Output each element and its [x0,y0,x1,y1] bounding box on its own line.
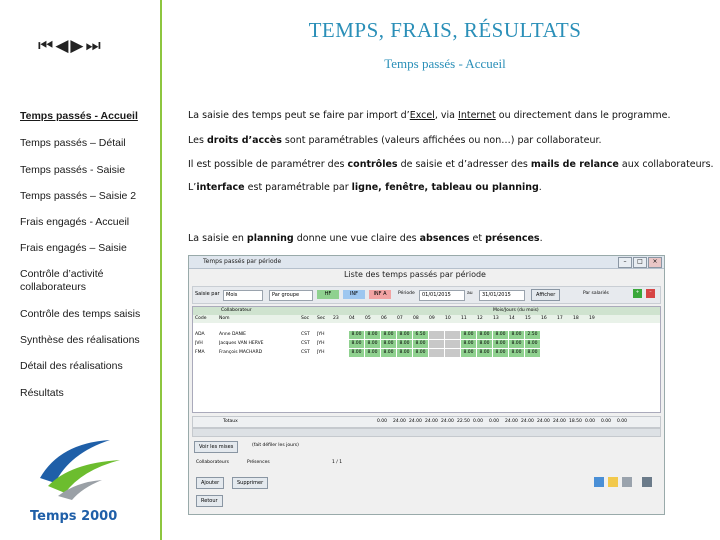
day-cell[interactable] [429,349,444,357]
collab-select[interactable]: Par groupe [269,290,313,301]
cell-nom: François MACHARD [219,350,263,355]
gear-icon[interactable] [622,477,632,487]
sidebar-item-synthese[interactable]: Synthèse des réalisations [20,334,140,346]
column-header: 15 [525,316,531,321]
delete-button[interactable]: Supprimer [232,477,268,489]
view-tab-note: (fait défiler les jours) [252,443,299,448]
day-cell[interactable]: 8.00 [397,340,412,348]
column-header: Nom [219,316,230,321]
total-cell: 0.00 [377,419,388,424]
day-cell[interactable]: 8.00 [509,340,524,348]
table-row[interactable] [193,331,660,339]
cell-nom: Anne DANIE [219,332,246,337]
from-label: Période [398,291,415,296]
totals-label: Totaux [223,419,238,424]
column-header: 18 [573,316,579,321]
day-cell[interactable] [333,331,348,339]
day-cell[interactable] [445,340,460,348]
day-cell[interactable]: 8.00 [413,340,428,348]
day-cell[interactable]: 8.00 [477,349,492,357]
sidebar-item-detail-realisations[interactable]: Détail des réalisations [20,360,123,372]
day-cell[interactable] [333,340,348,348]
total-cell: 18.50 [569,419,582,424]
cell-soc: CST [301,341,310,346]
view-tab[interactable]: Voir les mises [194,441,238,453]
day-cell[interactable]: 8.00 [349,331,364,339]
column-header: 06 [381,316,387,321]
app-window [188,255,665,515]
total-cell: 0.00 [617,419,628,424]
group-header-row [193,307,660,315]
day-cell[interactable]: 8.00 [525,349,540,357]
sidebar-item-temps-detail[interactable]: Temps passés – Détail [20,137,126,149]
column-header: Code [195,316,207,321]
sidebar-item-resultats[interactable]: Résultats [20,387,64,399]
next-icon[interactable]: ▶ [70,36,84,56]
column-header: 23 [333,316,339,321]
cell-soc: CST [301,332,310,337]
column-header-row [193,315,660,323]
sidebar-divider [160,0,162,540]
chip-inf[interactable]: INF [343,290,365,299]
column-header: 10 [445,316,451,321]
remove-icon[interactable]: – [646,289,655,298]
day-cell[interactable]: 8.00 [493,349,508,357]
day-cell[interactable]: 8.00 [509,331,524,339]
horizontal-scrollbar[interactable] [192,428,661,437]
cell-code: ADA [195,332,205,337]
day-cell[interactable]: 8.00 [381,349,396,357]
sidebar-item-temps-saisie[interactable]: Temps passés - Saisie [20,164,126,176]
app-window-title: Temps passés par période [203,258,282,265]
table-row[interactable] [193,340,660,348]
cell-code: FMA [195,350,205,355]
day-cell[interactable]: 8.00 [461,349,476,357]
total-cell: 0.00 [489,419,500,424]
filter-label: Saisie par [195,291,220,297]
add-icon[interactable]: + [633,289,642,298]
column-header: 09 [429,316,435,321]
day-cell[interactable] [333,349,348,357]
total-cell: 0.00 [585,419,596,424]
add-button[interactable]: Ajouter [196,477,224,489]
table-row[interactable] [193,349,660,357]
smiley-icon[interactable] [608,477,618,487]
sidebar-item-frais-saisie[interactable]: Frais engagés – Saisie [20,242,127,254]
right-filter-label: Par salariés [583,291,609,296]
collab-label: Collaborateurs [196,460,229,465]
day-cell[interactable] [445,349,460,357]
column-header: 16 [541,316,547,321]
day-cell[interactable]: 8.00 [381,331,396,339]
totals-row [192,416,661,428]
prev-icon[interactable]: ◀ [55,36,69,56]
cell-sec: JYH [317,341,325,346]
sidebar-item-frais-accueil[interactable]: Frais engagés - Accueil [20,216,130,228]
from-date-input[interactable]: 01/01/2015 [419,290,465,301]
sidebar-item-controle-temps[interactable]: Contrôle des temps saisis [20,308,141,320]
column-header: 17 [557,316,563,321]
day-cell[interactable]: 8.00 [525,340,540,348]
cell-soc: CST [301,350,310,355]
first-icon[interactable]: ⏮ [38,36,54,56]
cell-sec: JYH [317,350,325,355]
day-cell[interactable]: 8.00 [509,349,524,357]
logo [30,438,140,528]
day-cell[interactable]: 8.00 [349,349,364,357]
chip-infa[interactable]: INF A [369,290,391,299]
exit-icon[interactable] [642,477,652,487]
cell-code: JVH [195,341,203,346]
maximize-icon[interactable]: □ [633,257,647,268]
column-header: Soc [301,316,310,321]
slide-nav-controls [38,36,101,56]
to-date-input[interactable]: 31/01/2015 [479,290,525,301]
cell-nom: Jacques VAN HERVE [219,341,264,346]
column-header: 04 [349,316,355,321]
presence-label: Présences [247,460,270,465]
return-button[interactable]: Retour [196,495,223,507]
total-cell: 0.00 [601,419,612,424]
column-header: Sec [317,316,326,321]
group-month-header: Mois/Jours (du mois) [493,308,539,313]
day-cell[interactable]: 8.00 [477,340,492,348]
day-cell[interactable]: 8.00 [461,331,476,339]
cell-sec: JYH [317,332,325,337]
app-banner: Liste des temps passés par période [344,270,486,279]
show-button[interactable]: Afficher [531,289,560,301]
total-cell: 24.00 [537,419,550,424]
sidebar-item-controle-activite[interactable]: Contrôle d’activité collaborateurs [20,268,104,293]
planning-grid [192,306,661,413]
day-cell[interactable] [429,340,444,348]
last-icon[interactable]: ⏭ [85,36,101,56]
minimize-icon[interactable]: – [618,257,632,268]
day-cell[interactable]: 8.00 [365,331,380,339]
filter-bar [192,286,661,304]
paragraph-controles: Il est possible de paramétrer des contrôles de saisie et d’adresser des mails de relance aux collaborateurs. [188,159,714,170]
app-titlebar [189,256,664,269]
column-header: 12 [477,316,483,321]
page-subtitle: Temps passés - Accueil [384,56,506,71]
logo-text: Temps 2000 [30,509,118,524]
column-header: 08 [413,316,419,321]
paragraph-import: La saisie des temps peut se faire par import d’Excel, via Internet ou directement dans le programme. [188,110,671,121]
total-cell: 24.00 [553,419,566,424]
day-cell[interactable] [445,331,460,339]
day-cell[interactable]: 8.00 [477,331,492,339]
page-title: TEMPS, FRAIS, RÉSULTATS [308,18,582,42]
group-collab-header: Collaborateur [221,308,252,313]
total-cell: 24.00 [393,419,406,424]
total-cell: 24.00 [425,419,438,424]
column-header: 11 [461,316,467,321]
mode-select[interactable]: Mois [223,290,263,301]
day-cell[interactable]: 8.00 [397,349,412,357]
day-cell[interactable]: 8.00 [381,340,396,348]
day-cell[interactable]: 8.00 [413,349,428,357]
chip-hf[interactable]: HF [317,290,339,299]
paragraph-interface: L’interface est paramétrable par ligne, fenêtre, tableau ou planning. [188,182,542,193]
sidebar-item-temps-saisie-2[interactable]: Temps passés – Saisie 2 [20,190,137,202]
page-counter: 1 / 1 [332,460,343,465]
to-label: au [467,291,473,296]
paragraph-planning: La saisie en planning donne une vue claire des absences et présences. [188,233,543,244]
day-cell[interactable]: 6.50 [413,331,428,339]
bottom-panel [192,439,659,511]
column-header: 14 [509,316,515,321]
total-cell: 24.00 [441,419,454,424]
total-cell: 22.50 [457,419,470,424]
column-header: 19 [589,316,595,321]
column-header: 13 [493,316,499,321]
day-cell[interactable] [429,331,444,339]
column-header: 07 [397,316,403,321]
paragraph-droits: Les droits d’accès sont paramétrables (valeurs affichées ou non…) par collaborateur. [188,135,602,146]
day-cell[interactable]: 8.00 [461,340,476,348]
total-cell: 24.00 [505,419,518,424]
day-cell[interactable]: 8.00 [493,331,508,339]
day-cell[interactable]: 8.00 [365,349,380,357]
column-header: 05 [365,316,371,321]
day-cell[interactable]: 8.00 [397,331,412,339]
user-icon[interactable] [594,477,604,487]
total-cell: 24.00 [409,419,422,424]
day-cell[interactable]: 2.50 [525,331,540,339]
day-cell[interactable]: 8.00 [349,340,364,348]
total-cell: 0.00 [473,419,484,424]
day-cell[interactable]: 8.00 [365,340,380,348]
close-icon[interactable]: × [648,257,662,268]
total-cell: 24.00 [521,419,534,424]
sidebar-item-temps-accueil[interactable]: Temps passés - Accueil [20,110,138,122]
day-cell[interactable]: 8.00 [493,340,508,348]
